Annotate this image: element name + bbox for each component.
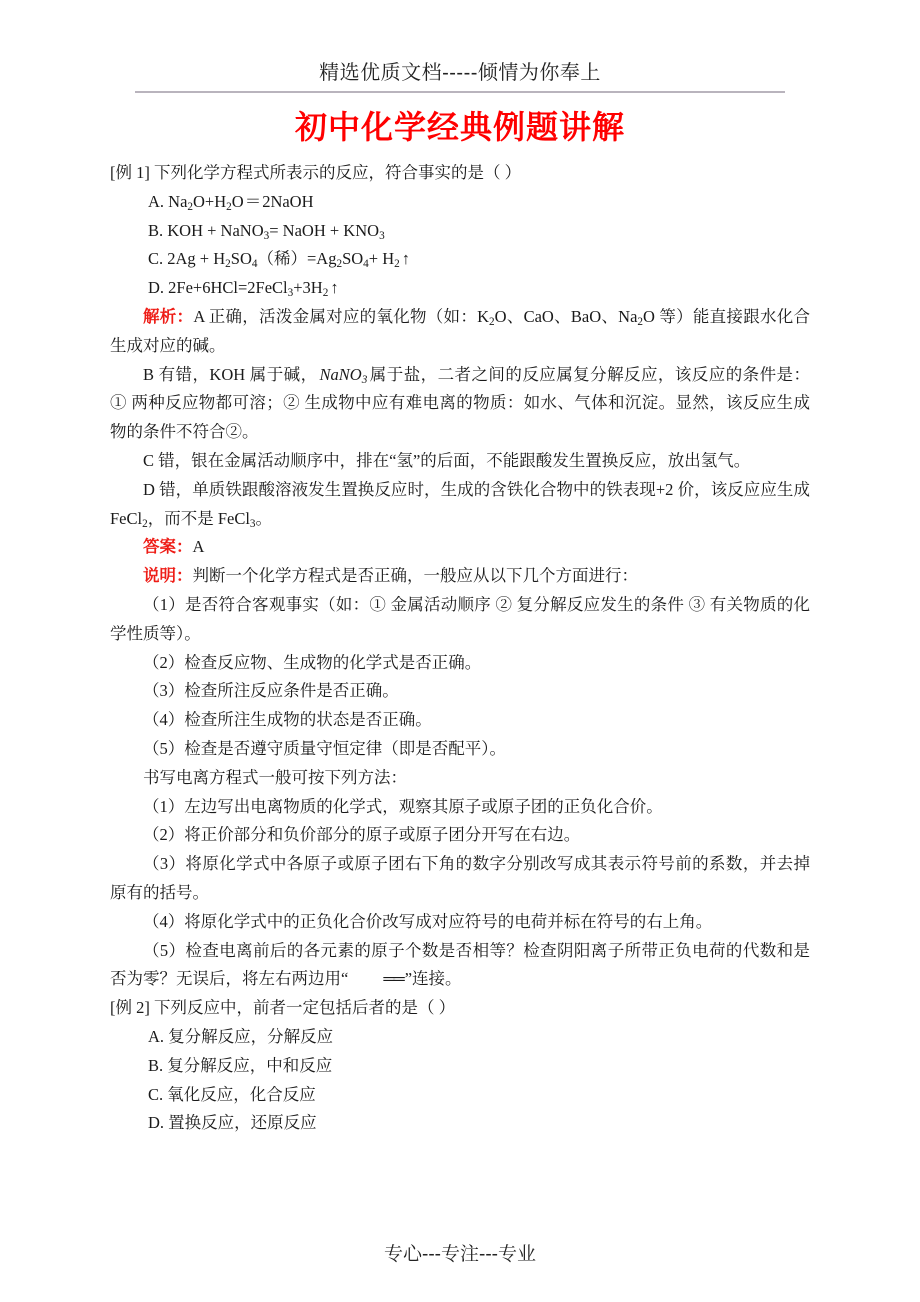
option-c-text: C. 2Ag + H — [148, 249, 226, 269]
option-b-text2: = NaOH + KNO — [269, 220, 380, 240]
ionization-item-1: （1）左边写出电离物质的化学式，观察其原子或原子团的正负化合价。 — [143, 796, 663, 816]
ionization-intro: 书写电离方程式一般可按下列方法： — [143, 767, 407, 787]
option-a-text2: O+H — [193, 191, 227, 211]
option-c-text5: + H — [368, 249, 395, 269]
subscript: 4 — [251, 258, 258, 271]
subscript: 3 — [361, 373, 368, 386]
example2-question: [例 2] 下列反应中，前者一定包括后者的是（ ） — [110, 998, 456, 1018]
example2-option-a: A. 复分解反应，分解反应 — [148, 1026, 334, 1046]
analysis-text6: D 错，单质铁跟酸溶液发生置换反应时，生成的含铁化合物中的铁表现+2 价，该反应应生成 FeCl — [110, 479, 810, 528]
document-header — [110, 0, 810, 85]
header-banner-text: 精选优质文档-----倾情为你奉上 — [319, 62, 601, 84]
subscript: 2 — [187, 200, 194, 213]
subscript: 2 — [394, 258, 400, 271]
example2-option-c: C. 氧化反应，化合反应 — [148, 1084, 316, 1104]
double-bar-symbol: ══ — [383, 969, 403, 989]
subscript: 2 — [226, 200, 232, 213]
note-item-1: （1）是否符合客观事实（如：① 金属活动顺序 ② 复分解反应发生的条件 ③ 有关物质的化学性质等）。 — [110, 594, 810, 643]
gas-arrow-icon: ↑ — [401, 249, 410, 269]
example1-question: [例 1] 下列化学方程式所表示的反应，符合事实的是（ ） — [110, 163, 522, 182]
subscript: 2 — [637, 316, 644, 329]
note-item-2: （2）检查反应物、生成物的化学式是否正确。 — [143, 652, 482, 672]
ionization-text: （5）检查电离前后的各元素的原子个数是否相等？检查阴阳离子所带正负电荷的代数和是否为零？无误后，将左右两边用“ — [110, 940, 810, 989]
subscript: 4 — [363, 258, 369, 271]
note-item-4: （4）检查所注生成物的状态是否正确。 — [143, 710, 432, 730]
option-c-text2: SO — [230, 249, 252, 269]
option-d-text2: +3H — [293, 278, 323, 298]
example1-analysis-paragraph-1 — [110, 303, 810, 361]
option-c-text4: SO — [342, 249, 364, 269]
analysis-text8: 。 — [255, 508, 273, 528]
analysis-text7: ，而不是 FeCl — [147, 508, 250, 528]
formula-nano3 — [318, 365, 370, 384]
answer-value: A — [192, 537, 205, 557]
example1-option-c — [110, 245, 810, 274]
ionization-item-2: （2）将正价部分和负价部分的原子或原子团分开写在右边。 — [143, 825, 581, 845]
note-item-3: （3）检查所注反应条件是否正确。 — [143, 681, 399, 701]
analysis-text4: B 有错，KOH 属于碱， — [143, 364, 318, 384]
document-body — [110, 159, 810, 1138]
example2-option-d: D. 置换反应，还原反应 — [148, 1113, 317, 1133]
analysis-text3: O 等）能直接跟水化合生成对应的碱。 — [110, 306, 811, 355]
analysis-text5: 属于盐，二者之间的反应属复分解反应，该反应的条件是：① 两种反应物都可溶；② 生成物中应有难电离的物质：如水、气体和沉淀。显然，该反应生成物的条件不符合②。 — [110, 364, 810, 442]
header-divider — [135, 91, 785, 93]
option-c-text3: （稀）=Ag — [257, 249, 337, 269]
option-b-text: B. KOH + NaNO — [148, 220, 264, 240]
example1-analysis-paragraph-2 — [110, 361, 810, 447]
analysis-text2: O、CaO、BaO、Na — [494, 306, 638, 326]
subscript: 2 — [225, 258, 231, 271]
subscript: 3 — [287, 287, 294, 300]
example1-option-b — [110, 217, 810, 246]
example1-analysis-paragraph-3: C 错，银在金属活动顺序中，排在“氢”的后面，不能跟酸发生置换反应，放出氢气。 — [143, 450, 751, 470]
option-d-text: D. 2Fe+6HCl=2FeCl — [148, 278, 288, 298]
example1-option-a — [110, 188, 810, 217]
option-a-text3: O — [231, 191, 244, 211]
subscript: 3 — [249, 517, 256, 530]
option-a-text4: 2NaOH — [262, 191, 314, 211]
ionization-item-4: （4）将原化学式中的正负化合价改写成对应符号的电荷并标在符号的右上角。 — [143, 911, 713, 931]
subscript: 2 — [142, 517, 148, 530]
option-a-text: A. Na — [148, 191, 188, 211]
formula-text: NaNO — [319, 364, 362, 384]
answer-label: 答案： — [143, 538, 193, 557]
page-title: 初中化学经典例题讲解 — [294, 109, 625, 145]
ionization-item-5 — [110, 937, 810, 995]
example2-option-b: B. 复分解反应，中和反应 — [148, 1055, 333, 1075]
gas-arrow-icon: ↑ — [330, 278, 339, 298]
note-item-5: （5）检查是否遵守质量守恒定律（即是否配平）。 — [143, 738, 506, 758]
analysis-label: 解析： — [143, 307, 194, 326]
note-intro-text: 判断一个化学方程式是否正确，一般应从以下几个方面进行： — [192, 566, 638, 586]
document-footer: 专心---专注---专业 — [384, 1244, 536, 1265]
example1-option-d — [110, 274, 810, 303]
subscript: 3 — [263, 229, 270, 242]
ionization-item-3: （3）将原化学式中各原子或原子团右下角的数字分别改写成其表示符号前的系数，并去掉原有的括号。 — [110, 854, 810, 902]
example1-note — [110, 562, 810, 591]
subscript: 2 — [336, 258, 343, 271]
example1-analysis-paragraph-4 — [110, 476, 810, 534]
subscript: 2 — [322, 287, 329, 300]
analysis-text: A 正确，活泼金属对应的氧化物（如：K — [193, 306, 490, 326]
note-label: 说明： — [143, 567, 193, 586]
example1-answer — [110, 533, 810, 562]
ionization-text2: ”连接。 — [404, 969, 462, 989]
equals-sign: ＝ — [244, 191, 262, 211]
subscript: 3 — [379, 229, 385, 242]
subscript: 2 — [489, 316, 495, 329]
